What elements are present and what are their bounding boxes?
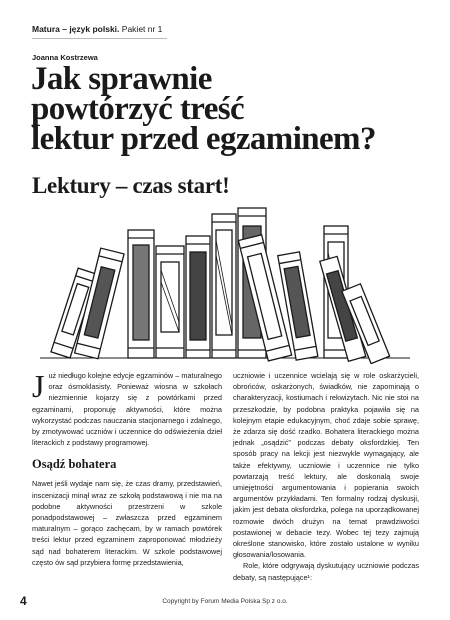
author-name: Joanna Kostrzewa bbox=[32, 53, 98, 62]
left-column bbox=[32, 370, 222, 568]
right-paragraph-2: Role, które odgrywają dyskutujący uczniowie podczas debaty, są następujące¹: bbox=[233, 561, 419, 582]
running-header bbox=[32, 24, 162, 34]
drop-cap: J bbox=[32, 368, 45, 404]
article-subtitle: Lektury – czas start! bbox=[32, 173, 230, 198]
right-paragraph-1: uczniowie i uczennice wcielają się w role oskarżycieli, obrońców, oskarżonych, świadków, nie zapominają o charakteryzacji, kostiumach i rekwizytach. Nic nie stoi na przeszkodzie, by podobna praktyka pojawiła się na kolejnym etapie edukacyjnym, choć zdaje sobie sprawę, że zdarza się dość rzadko. Bohatera literackiego można jednak „osądzić” podczas debaty oksfordzkiej. Ten sposób pracy na lekcji jest niezwykle wymagający, ale także efektywny, uczniowie i uczennice nie tylko powtarzają treść lektury, ale doskonalą swoje umiejętności argumentowania i popierania swoich argumentów przykładami. Ten formalny rodzaj dyskusji, jakim jest debata oksfordzka, polega na uporządkowanej rozmowie dwóch drużyn na temat prawdziwości postawionej w debacie tezy. Wobec tej tezy zajmują określone stanowisko, które zostało ustalone w wyniku głosowania/losowania. bbox=[233, 371, 419, 560]
title-line-1: Jak sprawnie bbox=[31, 61, 212, 97]
title-line-3: lektur przed egzaminem? bbox=[31, 121, 376, 157]
page-number: 4 bbox=[20, 594, 27, 608]
article-title bbox=[31, 61, 431, 157]
body-paragraph: Nawet jeśli wydaje nam się, że czas dramy, przedstawień, inscenizacji minął wraz ze szkołą podstawową i nie ma na podobne aktywności przestrzeni w szkole ponadpodstawowej – zwłaszcza przed egzaminem maturalnym – gorąco zachęcam, by w ramach powtórek treści lektur przed egzaminem zaproponować młodzieży sąd nad bohaterem literackim. W szkole podstawowej często ów sąd przybiera formę przedstawienia, bbox=[32, 479, 222, 567]
section-heading: Osądź bohatera bbox=[32, 457, 117, 472]
intro-paragraph bbox=[32, 370, 222, 448]
header-package: Pakiet nr 1 bbox=[121, 24, 163, 34]
right-column bbox=[233, 370, 419, 583]
intro-text: uż niedługo kolejne edycje egzaminów – maturalnego oraz ósmoklasisty. Ponieważ wiosna w szkołach niezmiennie kojarzy się z powtórkami przed egzaminami, proponuję aktywności, które można wykorzystać podczas nauczania stacjonarnego i zdalnego, by zmotywować uczniów i uczennice do odświeżenia dzieł literackich z podstawy programowej. bbox=[32, 371, 222, 448]
title-line-2: powtórzyć treść bbox=[31, 91, 245, 127]
header-rule bbox=[32, 38, 167, 39]
header-series: Matura – język polski. bbox=[32, 24, 120, 34]
copyright-footer: Copyright by Forum Media Polska Sp z o.o. bbox=[162, 598, 288, 605]
books-on-shelf-illustration bbox=[40, 200, 410, 364]
